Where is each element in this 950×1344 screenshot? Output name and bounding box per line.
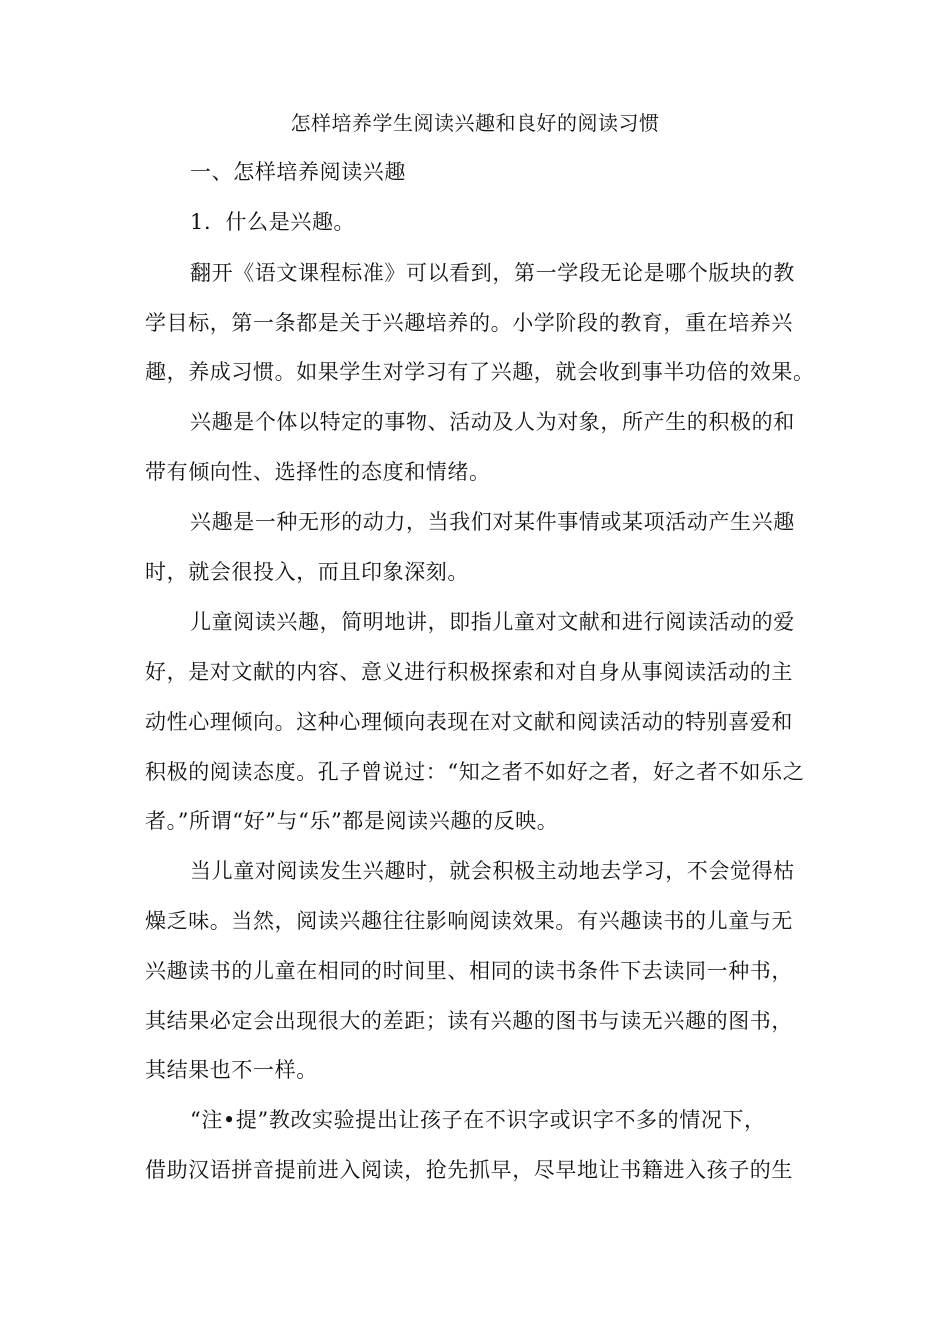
paragraph-line: 趣，养成习惯。如果学生对学习有了兴趣，就会收到事半功倍的效果。 — [145, 360, 815, 384]
paragraph-line: 者。”所谓“好”与“乐”都是阅读兴趣的反映。 — [145, 809, 559, 833]
subheading: 1．什么是兴趣。 — [190, 210, 356, 234]
paragraph-line: 其结果也不一样。 — [145, 1058, 318, 1082]
section-heading: 一、怎样培养阅读兴趣 — [190, 160, 406, 184]
paragraph-line: 兴趣读书的儿童在相同的时间里、相同的读书条件下去读同一种书， — [145, 959, 793, 983]
paragraph-line: 带有倾向性、选择性的态度和情绪。 — [145, 460, 491, 484]
paragraph-line: 学目标，第一条都是关于兴趣培养的。小学阶段的教育，重在培养兴 — [145, 311, 793, 335]
paragraph-line: 兴趣是个体以特定的事物、活动及人为对象，所产生的积极的和 — [190, 410, 795, 434]
paragraph-line: 当儿童对阅读发生兴趣时，就会积极主动地去学习，不会觉得枯 — [190, 859, 795, 883]
paragraph-line: 借助汉语拼音提前进入阅读，抢先抓早，尽早地让书籍进入孩子的生 — [145, 1158, 793, 1182]
paragraph-line: 积极的阅读态度。孔子曾说过：“知之者不如好之者，好之者不如乐之 — [145, 760, 805, 784]
paragraph-line: 燥乏味。当然，阅读兴趣往往影响阅读效果。有兴趣读书的儿童与无 — [145, 909, 793, 933]
paragraph-line: 动性心理倾向。这种心理倾向表现在对文献和阅读活动的特别喜爱和 — [145, 710, 793, 734]
document-title: 怎样培养学生阅读兴趣和良好的阅读习惯 — [290, 111, 660, 135]
paragraph-line: 儿童阅读兴趣，简明地讲，即指儿童对文献和进行阅读活动的爱 — [190, 610, 795, 634]
paragraph-line: 好，是对文献的内容、意义进行积极探索和对自身从事阅读活动的主 — [145, 660, 793, 684]
paragraph-line: 翻开《语文课程标准》可以看到，第一学段无论是哪个版块的教 — [190, 261, 795, 285]
paragraph-line: 时，就会很投入，而且印象深刻。 — [145, 560, 469, 584]
paragraph-line: 兴趣是一种无形的动力，当我们对某件事情或某项活动产生兴趣 — [190, 510, 795, 534]
paragraph-line: “注•提”教改实验提出让孩子在不识字或识字不多的情况下， — [190, 1108, 766, 1132]
paragraph-line: 其结果必定会出现很大的差距；读有兴趣的图书与读无兴趣的图书， — [145, 1009, 793, 1033]
